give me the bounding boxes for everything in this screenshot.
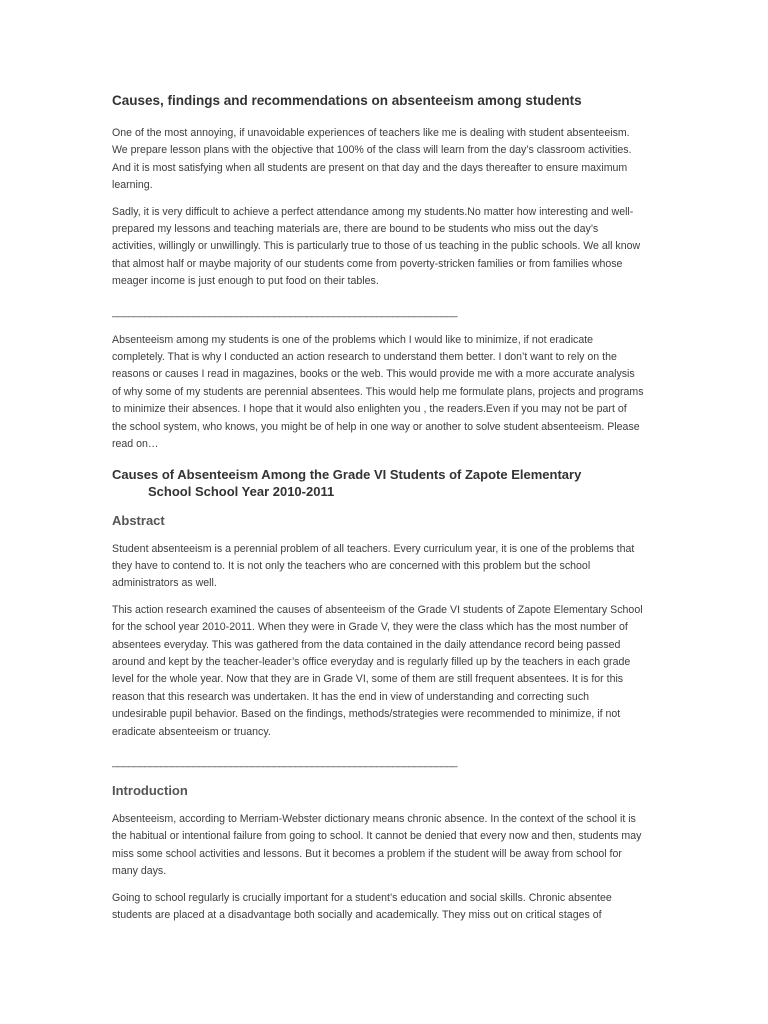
intro-paragraph-2: Sadly, it is very difficult to achieve a perfect attendance among my students.No matter how interesting and well-prepared my lessons and teaching materials are, there are bound to be students who miss out the day’s activities, willingly or unwillingly. This is particularly true to those of us teaching in the public schools. We all know that almost half or maybe majority of our students come from poverty-stricken families or from families whose meager income is just enough to put food on their tables. <box>112 205 641 288</box>
introduction-heading: Introduction <box>112 782 188 798</box>
research-title-line-1: Causes of Absenteeism Among the Grade VI Students of Zapote Elementary <box>112 466 582 482</box>
abstract-paragraph-2: This action research examined the causes of absenteeism of the Grade VI students of Zapote Elementary School for the school year 2010-2011. When they were in Grade V, they were the class which has the most number of absentees everyday. This was gathered from the data contained in the daily attendance record being passed around and kept by the teacher-leader’s office everyday and is regularly filled up by the teachers in each grade level for the whole year. Now that they are in Grade VI, some of them are still frequent absentees. It is for this reason that this research was undertaken. It has the end in view of understanding and correcting such undesirable pupil behavior. Based on the findings, methods/strategies were recommended to minimize, if not eradicate absenteeism or truancy. <box>112 603 643 738</box>
separator-line-1: ________________________________________________________________ <box>112 305 458 318</box>
separator-line-2: ________________________________________________________________ <box>112 755 458 768</box>
document-title: Causes, findings and recommendations on absenteeism among students <box>112 93 582 108</box>
research-title <box>112 466 644 500</box>
introduction-paragraph-2: Going to school regularly is crucially important for a student’s education and social skills. Chronic absentee students are placed at a disadvantage both socially and academically. They miss out on critical stages of <box>112 891 612 921</box>
abstract-paragraph-1: Student absenteeism is a perennial problem of all teachers. Every curriculum year, it is one of the problems that they have to contend to. It is not only the teachers who are concerned with this problem but the school administrators as well. <box>112 542 635 590</box>
document-page <box>112 92 644 933</box>
research-title-line-2: School School Year 2010-2011 <box>148 483 335 499</box>
intro-paragraph-3: Absenteeism among my students is one of the problems which I would like to minimize, if not eradicate completely. That is why I conducted an action research to understand them better. I don’t want to rely on the reasons or causes I read in magazines, books or the web. This would provide me with a more accurate analysis of why some of my students are perennial absentees. This would help me formulate plans, projects and programs to minimize their absences. I hope that it would also enlighten you , the readers.Even if you may not be part of the school system, who knows, you might be of help in one way or another to solve student absenteeism. Please read on… <box>112 333 644 451</box>
abstract-heading: Abstract <box>112 512 165 528</box>
intro-paragraph-1: One of the most annoying, if unavoidable experiences of teachers like me is dealing with student absenteeism. We prepare lesson plans with the objective that 100% of the class will learn from the day’s classroom activities. And it is most satisfying when all students are present on that day and the days thereafter to ensure maximum learning. <box>112 127 632 192</box>
introduction-paragraph-1: Absenteeism, according to Merriam-Webster dictionary means chronic absence. In the context of the school it is the habitual or intentional failure from going to school. It cannot be denied that every now and then, students may miss some school activities and lessons. But it becomes a problem if the student will be away from school for many days. <box>112 812 642 878</box>
